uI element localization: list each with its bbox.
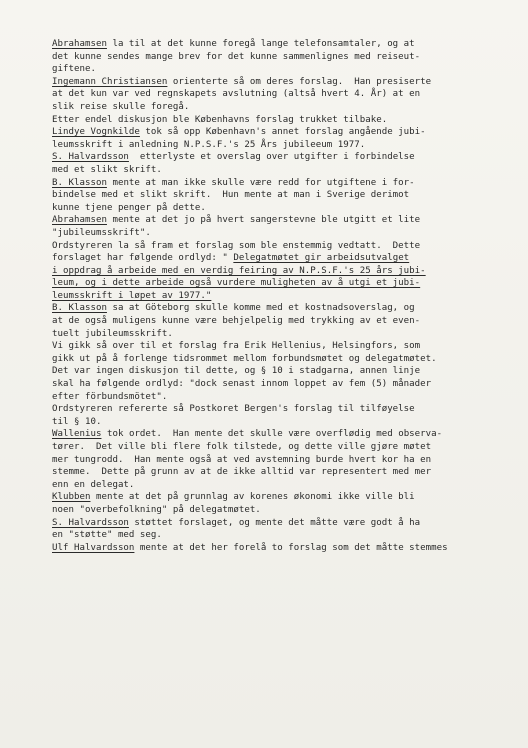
text-line — [52, 403, 514, 416]
line-text: at det kun var ved regnskapets avslutning (altså hvert 4. År) at en — [52, 89, 421, 100]
text-line — [52, 126, 514, 139]
line-text: sa at Göteborg skulle komme med et kostnadsoverslag, og — [106, 303, 415, 314]
text-line — [52, 328, 514, 341]
text-line — [52, 227, 514, 240]
underlined-text: Ulf Halvardsson — [52, 542, 135, 553]
text-line — [52, 529, 514, 542]
minutes-text-body — [52, 38, 514, 554]
line-text: en "støtte" med seg. — [52, 530, 162, 541]
text-line — [52, 189, 514, 202]
underlined-text: i oppdrag å arbeide med en verdig feiring av N.P.S.F.'s 25 års jubi- — [52, 265, 426, 276]
line-text: tører. Det ville bli flere folk tilstede, og dette ville gjøre møtet — [52, 442, 432, 452]
text-line — [52, 504, 514, 517]
text-line — [52, 265, 514, 278]
line-text: Det var ingen diskusjon til dette, og § 10 i stadgarna, annen linje — [52, 366, 421, 377]
line-text: tuelt jubileumsskrift. — [52, 328, 173, 339]
line-text: efter förbundsmötet". — [52, 391, 168, 402]
line-text: det kunne sendes mange brev for det kunne sammenlignes med reiseut- — [52, 51, 421, 62]
line-text: mente at det på grunnlag av korenes økonomi ikke ville bli — [90, 492, 415, 503]
text-line — [52, 517, 514, 530]
line-text: Ordstyreren refererte så Postkoret Bergen's forslag til tilføyelse — [52, 404, 415, 415]
line-text: slik reise skulle foregå. — [52, 101, 190, 112]
line-text: kunne tjene penger på dette. — [52, 202, 206, 213]
underlined-text: Abrahamsen — [52, 215, 107, 226]
text-line — [52, 76, 514, 89]
text-line — [52, 151, 514, 164]
line-text: bindelse med et slikt skrift. Hun mente at man i Sverige derimot — [52, 190, 410, 201]
text-line — [52, 454, 514, 467]
text-line — [52, 290, 514, 303]
text-line — [52, 491, 514, 504]
line-text: la til at det kunne foregå lange telefonsamtaler, og at — [106, 39, 415, 49]
line-text: giftene. — [52, 64, 96, 75]
line-text: støttet forslaget, og mente det måtte være godt å ha — [128, 517, 421, 528]
line-text: Vi gikk så over til et forslag fra Erik Hellenius, Helsingfors, som — [52, 341, 421, 352]
line-text: orienterte så om deres forslag. Han presiserte — [167, 76, 432, 87]
text-line — [52, 164, 514, 177]
text-line — [52, 63, 514, 76]
underlined-text: Ingemann Christiansen — [52, 76, 168, 87]
underlined-text: B. Klasson — [52, 303, 107, 314]
text-line — [52, 139, 514, 152]
text-line — [52, 378, 514, 391]
line-text: skal ha følgende ordlyd: "dock senast innom loppet av fem (5) månader — [52, 379, 432, 390]
line-text: mente at det her forelå to forslag som det måtte stemmes — [134, 542, 448, 553]
text-line — [52, 101, 514, 114]
underlined-text: leumsskrift i løpet av 1977." — [52, 290, 212, 301]
line-text: Ordstyreren la så fram et forslag som ble enstemmig vedtatt. Dette — [52, 240, 421, 251]
line-text: mer tungrodd. Han mente også at ved avstemning burde hvert kor ha en — [52, 454, 432, 465]
line-text: tok så opp København's annet forslag angående jubi- — [139, 127, 426, 138]
text-line — [52, 416, 514, 429]
line-text: til § 10. — [52, 416, 102, 427]
text-line — [52, 38, 514, 51]
line-text: at de også muligens kunne være behjelpelig med trykking av et even- — [52, 316, 421, 327]
text-line — [52, 479, 514, 492]
line-text: tok ordet. Han mente det skulle være overflødig med observa- — [101, 429, 443, 440]
text-line — [52, 302, 514, 315]
underlined-text: S. Halvardsson — [52, 517, 129, 528]
text-line — [52, 466, 514, 479]
line-text: stemme. Dette på grunn av at de ikke alltid var representert med mer — [52, 467, 432, 478]
line-text: etterlyste et overslag over utgifter i forbindelse — [128, 152, 415, 163]
line-text: mente at man ikke skulle være redd for utgiftene i for- — [106, 177, 415, 188]
underlined-text: Klubben — [52, 492, 91, 503]
text-line — [52, 252, 514, 265]
text-line — [52, 177, 514, 190]
underlined-text: Abrahamsen — [52, 39, 107, 49]
text-line — [52, 353, 514, 366]
text-line — [52, 240, 514, 253]
underlined-text: B. Klasson — [52, 177, 107, 188]
text-line — [52, 214, 514, 227]
text-line — [52, 441, 514, 454]
underlined-text: S. Halvardsson — [52, 152, 129, 163]
text-line — [52, 277, 514, 290]
text-line — [52, 51, 514, 64]
line-text: med et slikt skrift. — [52, 164, 162, 175]
text-line — [52, 315, 514, 328]
line-text: Etter endel diskusjon ble Københavns forslag trukket tilbake. — [52, 114, 388, 125]
line-text: leumsskrift i anledning N.P.S.F.'s 25 Års jubileeum 1977. — [52, 139, 366, 150]
line-text: enn en delegat. — [52, 479, 135, 490]
line-text: forslaget har følgende ordlyd: " — [52, 253, 234, 264]
text-line — [52, 114, 514, 127]
text-line — [52, 340, 514, 353]
text-line — [52, 88, 514, 101]
text-line — [52, 365, 514, 378]
line-text: "jubileumsskrift". — [52, 227, 151, 238]
underlined-text: Lindye Vognkilde — [52, 127, 140, 138]
line-text: gikk ut på å forlenge tidsrommet mellom forbundsmøtet og delegatmøtet. — [52, 353, 437, 364]
underlined-text: Delegatmøtet gir arbeidsutvalget — [233, 253, 410, 264]
text-line — [52, 542, 514, 555]
underlined-text: Wallenius — [52, 429, 102, 440]
line-text: noen "overbefolkning" på delegatmøtet. — [52, 504, 261, 515]
text-line — [52, 428, 514, 441]
text-line — [52, 202, 514, 215]
line-text: mente at det jo på hvert sangerstevne ble utgitt et lite — [106, 215, 421, 226]
text-line — [52, 391, 514, 404]
underlined-text: leum, og i dette arbeide også vurdere muligheten av å utgi et jubi- — [52, 278, 421, 289]
